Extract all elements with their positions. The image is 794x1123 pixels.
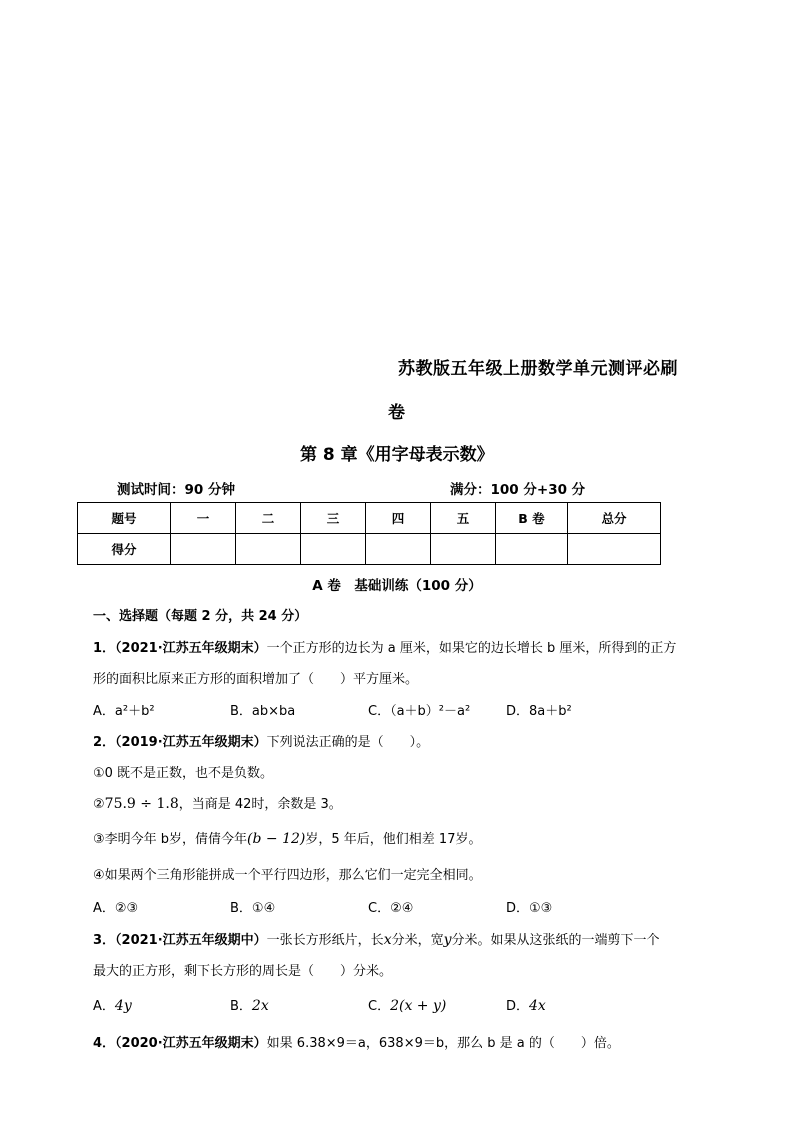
q3-line2: 最大的正方形，剩下长方形的周长是（ ）分米。 [93, 964, 393, 979]
header-cell: 四 [366, 503, 431, 534]
q2-s3-expression: (b − 12) [247, 831, 306, 847]
q3-text-a: 一张长方形纸片，长 [266, 933, 384, 948]
q1-option-b: B．ab×ba [230, 704, 296, 719]
header-cell: B 卷 [496, 503, 568, 534]
q1-option-d: D．8a＋b² [506, 704, 572, 719]
doc-title-line1: 苏教版五年级上册数学单元测评必刷 [398, 359, 678, 379]
q2-s2-prefix: ② [93, 797, 105, 812]
q3-option-b-label: B． [230, 999, 252, 1014]
q3-option-a-label: A． [93, 999, 115, 1014]
q1-line1 [93, 637, 676, 656]
q2-option-a: A．②③ [93, 901, 139, 916]
q2-statement-4: ④如果两个三角形能拼成一个平行四边形，那么它们一定完全相同。 [93, 868, 482, 883]
score-table-header-row [78, 503, 661, 534]
q2-statement-1: ①0 既不是正数，也不是负数。 [93, 766, 274, 781]
doc-title-line2: 卷 [388, 403, 405, 423]
q3-number: 3． [93, 933, 116, 948]
score-cell [301, 534, 366, 565]
q2-line1 [93, 731, 429, 750]
score-cell [568, 534, 661, 565]
header-cell: 总分 [568, 503, 661, 534]
header-cell: 题号 [78, 503, 171, 534]
q3-source: （2021·江苏五年级期中） [115, 933, 267, 948]
header-cell: 五 [431, 503, 496, 534]
q3-option-b [230, 995, 269, 1014]
q3-text-b: 分米，宽 [391, 933, 444, 948]
q4-number: 4． [93, 1036, 116, 1051]
score-cell [236, 534, 301, 565]
q4-line1 [93, 1032, 620, 1051]
q2-s3-suffix: 岁，5 年后，他们相差 17岁。 [305, 832, 482, 847]
header-cell: 一 [171, 503, 236, 534]
q1-number: 1． [93, 641, 116, 656]
q2-option-d: D．①③ [506, 901, 553, 916]
q3-option-c [368, 995, 446, 1014]
header-cell: 三 [301, 503, 366, 534]
q4-source: （2020·江苏五年级期末） [115, 1036, 267, 1051]
q2-number: 2． [93, 735, 116, 750]
q3-var-x: x [383, 932, 392, 948]
part1-heading: 一、选择题（每题 2 分，共 24 分） [93, 609, 308, 624]
q1-source: （2021·江苏五年级期末） [115, 641, 267, 656]
test-time: 测试时间：90 分钟 [117, 482, 235, 498]
q3-option-d [506, 995, 546, 1014]
q3-option-a [93, 995, 132, 1014]
q2-statement-3 [93, 828, 481, 847]
q4-stem: 如果 6.38×9＝a，638×9＝b，那么 b 是 a 的（ ）倍。 [266, 1036, 620, 1051]
q3-var-y: y [443, 932, 452, 948]
q1-line2: 形的面积比原来正方形的面积增加了（ ）平方厘米。 [93, 672, 419, 687]
chapter-title: 第 8 章《用字母表示数》 [300, 445, 494, 465]
q3-option-b-expr: 2x [251, 998, 269, 1014]
q2-option-b: B．①④ [230, 901, 276, 916]
score-cell [496, 534, 568, 565]
q3-option-d-label: D． [506, 999, 530, 1014]
q3-option-a-expr: 4y [114, 998, 132, 1014]
q2-s2-suffix: ，当商是 42时，余数是 3。 [178, 797, 342, 812]
score-table-score-row [78, 534, 661, 565]
full-score: 满分：100 分+30 分 [450, 482, 586, 498]
q3-option-c-expr: 2(x + y) [390, 998, 447, 1014]
score-label: 得分 [78, 534, 171, 565]
q1-option-c: C．（a＋b）²－a² [368, 704, 471, 719]
q1-option-a: A．a²＋b² [93, 704, 155, 719]
q2-s2-expression: 75.9 ÷ 1.8 [104, 796, 179, 812]
q2-s3-prefix: ③李明今年 b岁，倩倩今年 [93, 832, 248, 847]
q2-statement-2 [93, 793, 342, 812]
score-cell [171, 534, 236, 565]
q3-option-d-expr: 4x [529, 998, 546, 1014]
q2-source: （2019·江苏五年级期末） [115, 735, 267, 750]
score-cell [366, 534, 431, 565]
q1-stem: 一个正方形的边长为 a 厘米，如果它的边长增长 b 厘米，所得到的正方 [266, 641, 677, 656]
q2-option-c: C．②④ [368, 901, 414, 916]
section-a-heading: A 卷 基础训练（100 分） [312, 578, 482, 594]
score-cell [431, 534, 496, 565]
q3-line1 [93, 929, 660, 948]
score-table [77, 502, 661, 565]
q3-option-c-label: C． [368, 999, 391, 1014]
q2-stem: 下列说法正确的是（ ）。 [266, 735, 430, 750]
q3-text-c: 分米。如果从这张纸的一端剪下一个 [451, 933, 660, 948]
header-cell: 二 [236, 503, 301, 534]
